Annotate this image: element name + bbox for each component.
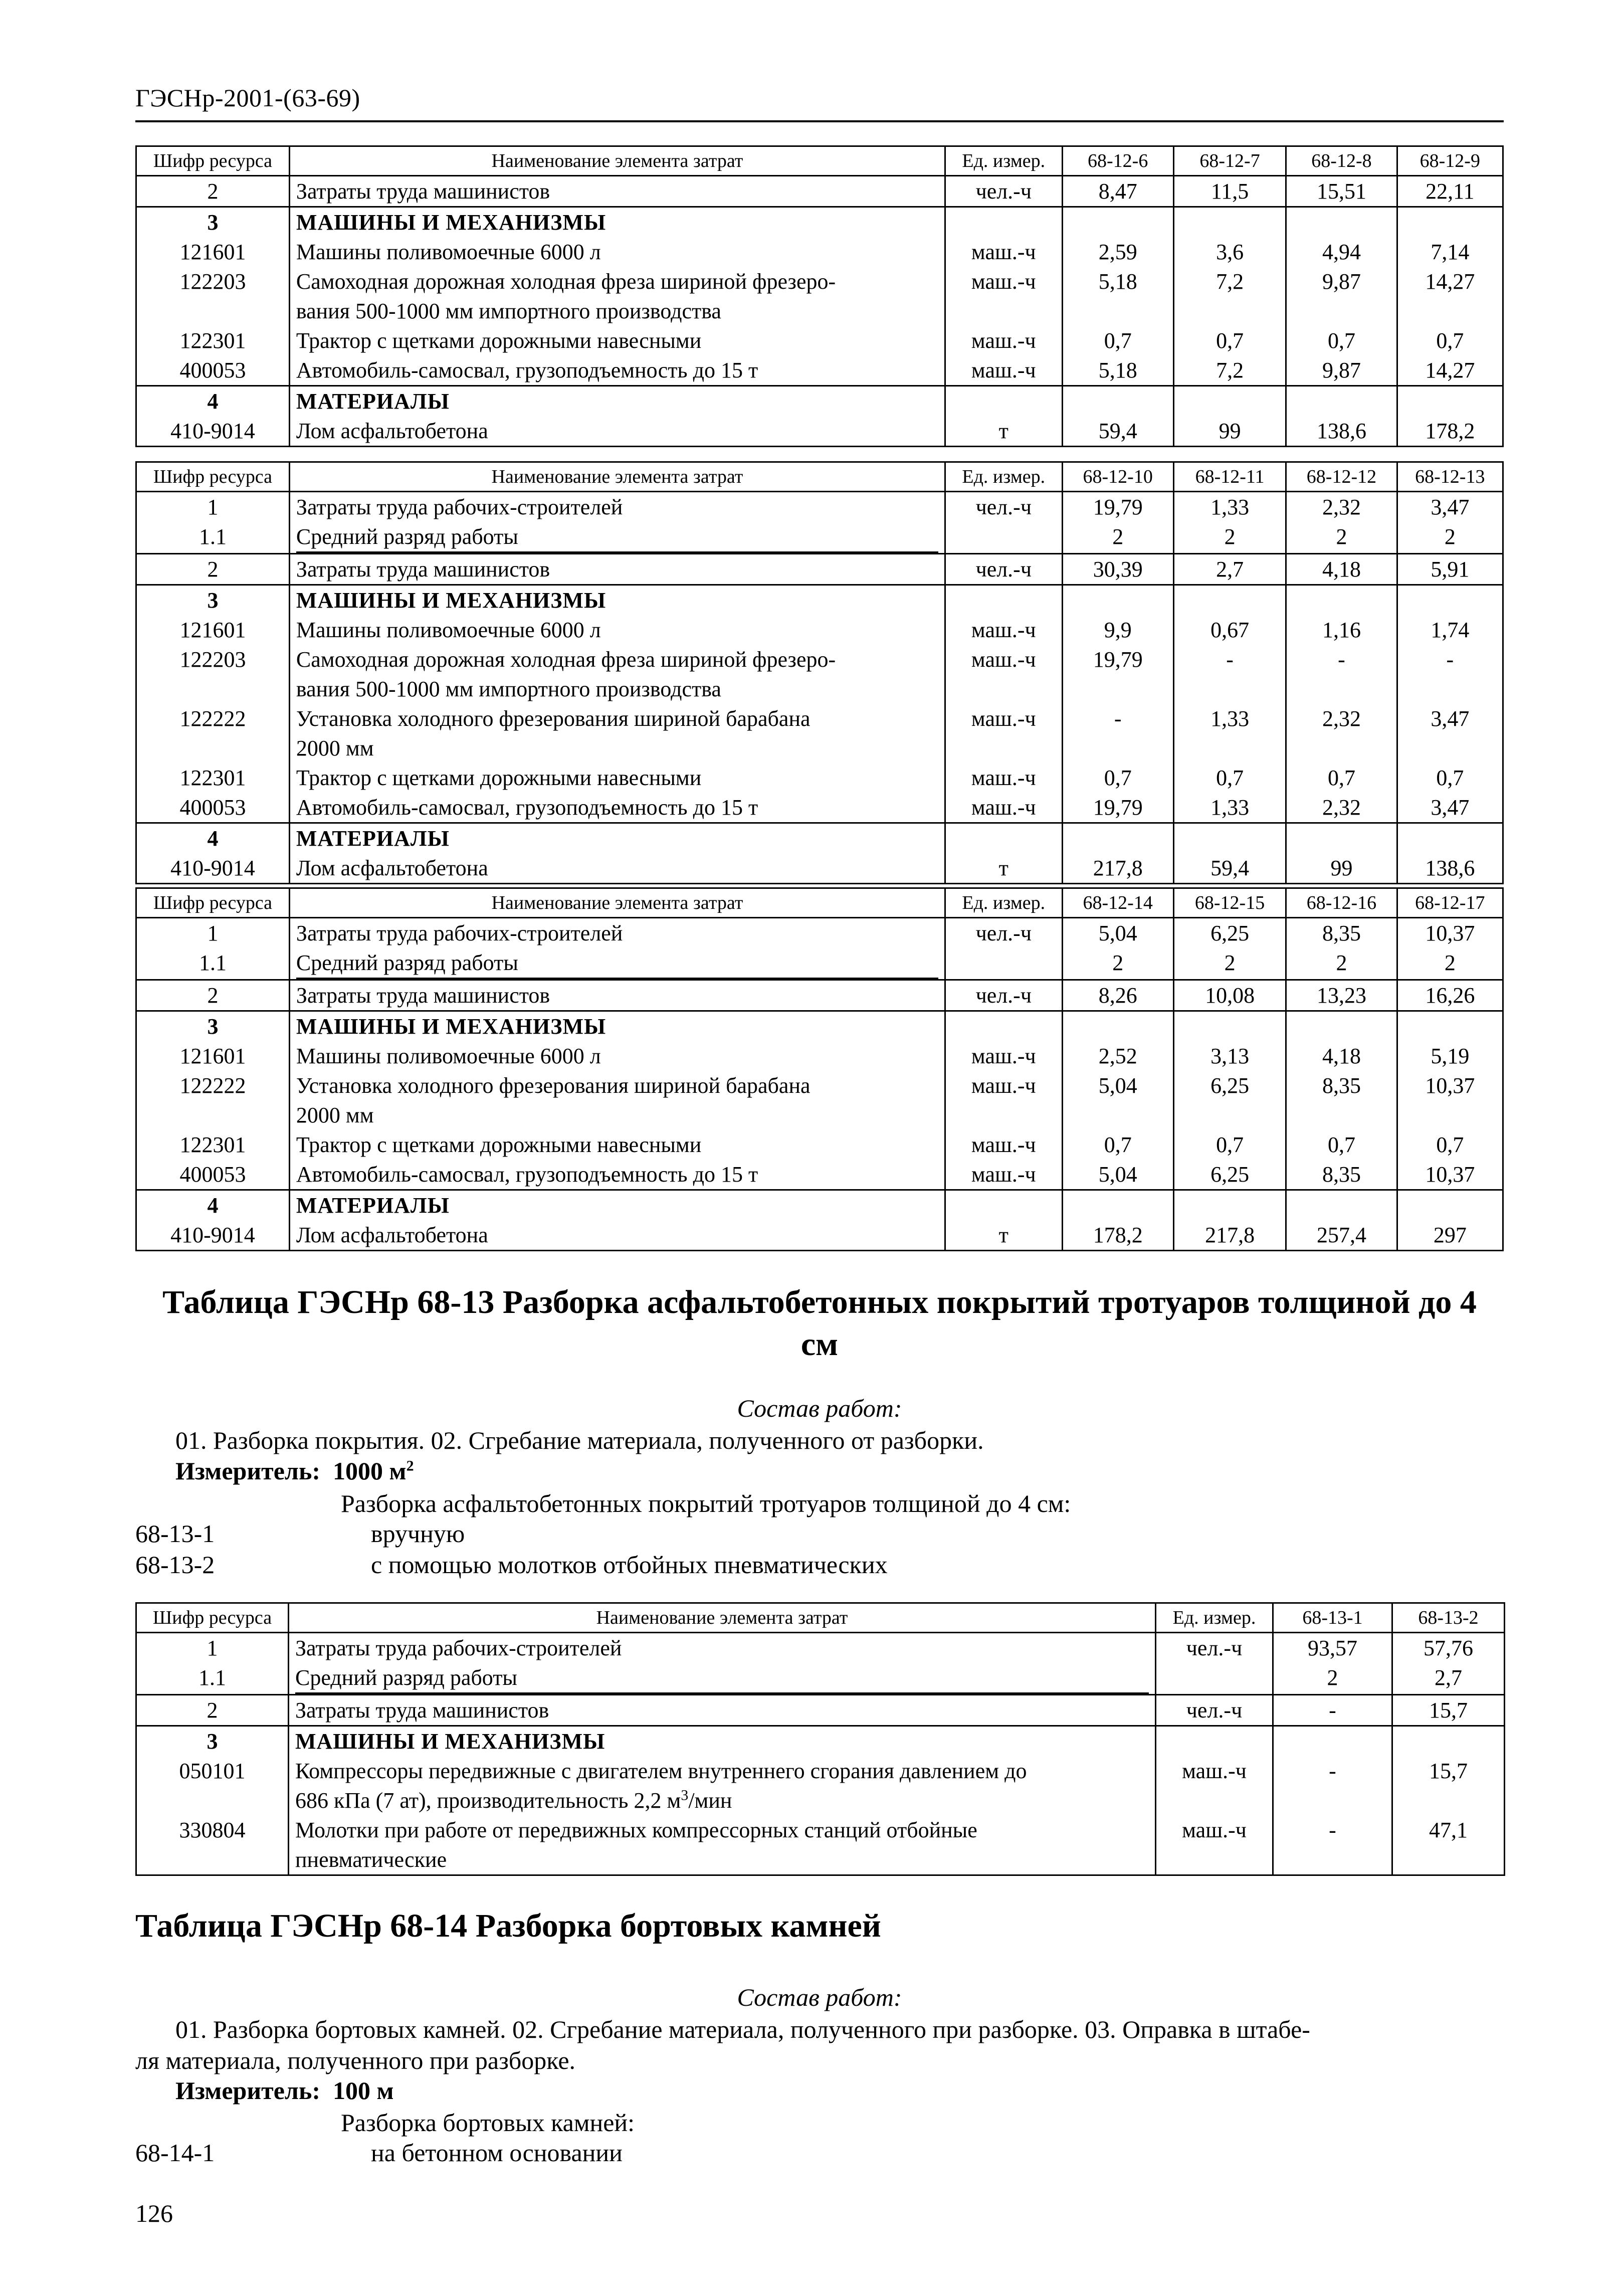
resource-name: Компрессоры передвижные с двигателем внутреннего сгорания давлением до 686 кПа (7 ат), производительность 2,2 $м^3$/мин: [289, 1756, 1156, 1815]
resource-name: Машины поливомоечные 6000 л: [289, 237, 945, 267]
norm-value: 57,76: [1392, 1633, 1505, 1663]
resource-code: 400053: [136, 1160, 290, 1190]
norm-value: 7,14: [1397, 237, 1503, 267]
col-header-code: Шифр ресурса: [136, 888, 290, 918]
table-row: [136, 1041, 1503, 1071]
unit: маш.-ч: [945, 615, 1062, 645]
norm-value: 10,37: [1397, 1160, 1503, 1190]
norm-value: 4,18: [1286, 1041, 1397, 1071]
section-code: 4: [136, 1190, 290, 1221]
resource-code: 1: [136, 492, 290, 522]
unit: маш.-ч: [945, 1041, 1062, 1071]
resource-name: Средний разряд работы: [289, 948, 945, 980]
unit: чел.-ч: [945, 176, 1062, 207]
table-row: [136, 1633, 1505, 1663]
norm-value: 3,13: [1173, 1041, 1286, 1071]
norm-value: 138,6: [1286, 416, 1397, 447]
section-name: МАТЕРИАЛЫ: [289, 823, 945, 854]
norm-intro: Разборка бортовых камней:: [341, 2109, 635, 2137]
norm-value: 0,7: [1173, 326, 1286, 355]
resource-code: 122222: [136, 704, 290, 763]
unit: чел.-ч: [945, 554, 1062, 585]
resource-name: Самоходная дорожная холодная фреза шириной фрезеро- вания 500-1000 мм импортного производства: [289, 267, 945, 326]
norm-value: 14,27: [1397, 267, 1503, 326]
norm-value: 0,7: [1062, 326, 1173, 355]
norm-value: 0,7: [1173, 1130, 1286, 1160]
norm-value: 0,67: [1173, 615, 1286, 645]
resource-code: 410-9014: [136, 853, 290, 884]
norm-value: 1,33: [1173, 704, 1286, 763]
norm-value: 0,7: [1286, 326, 1397, 355]
col-header-code: Шифр ресурса: [136, 1603, 289, 1633]
table-row: [136, 853, 1503, 884]
norm-value: 2,7: [1392, 1663, 1505, 1695]
resource-name: Затраты труда машинистов: [289, 980, 945, 1011]
norm-value: -: [1273, 1695, 1392, 1726]
norm-value: 2: [1286, 948, 1397, 980]
col-header-norm: 68-12-10: [1062, 462, 1173, 492]
resource-code: 400053: [136, 355, 290, 386]
col-header-norm: 68-13-1: [1273, 1603, 1392, 1633]
resource-table-68-12-6-9: [135, 145, 1504, 447]
unit: чел.-ч: [945, 492, 1062, 522]
table-row: [136, 1130, 1503, 1160]
table-row: [136, 704, 1503, 763]
resource-name: Машины поливомоечные 6000 л: [289, 615, 945, 645]
norm-value: 2,32: [1286, 793, 1397, 823]
col-header-norm: 68-12-17: [1397, 888, 1503, 918]
norm-value: -: [1286, 645, 1397, 704]
norm-value: 5,19: [1397, 1041, 1503, 1071]
work-composition-text: 01. Разборка покрытия. 02. Сгребание материала, полученного от разборки.: [175, 1426, 984, 1454]
resource-code: 121601: [136, 237, 290, 267]
norm-value: 15,7: [1392, 1756, 1505, 1815]
norm-value: 2: [1173, 522, 1286, 554]
col-header-norm: 68-12-9: [1397, 146, 1503, 176]
section-code: 3: [136, 207, 290, 238]
norm-value: 4,94: [1286, 237, 1397, 267]
unit: маш.-ч: [945, 763, 1062, 793]
norm-value: 2,52: [1062, 1041, 1173, 1071]
measure-line: Измеритель: 100 м: [175, 2076, 394, 2105]
resource-code: 1.1: [136, 522, 290, 554]
norm-value: 1,33: [1173, 492, 1286, 522]
col-header-unit: Ед. измер.: [945, 888, 1062, 918]
resource-name: Затраты труда рабочих-строителей: [289, 918, 945, 948]
norm-value: 0,7: [1397, 1130, 1503, 1160]
resource-name: Средний разряд работы: [289, 1663, 1156, 1695]
norm-description: вручную: [371, 1519, 465, 1548]
norm-value: 0,7: [1173, 763, 1286, 793]
measure-line: Измеритель: 1000 $м^2$: [175, 1457, 414, 1485]
unit: маш.-ч: [945, 704, 1062, 763]
norm-code: 68-13-1: [135, 1519, 215, 1548]
resource-table-68-12-14-17: [135, 887, 1504, 1251]
norm-value: 7,2: [1173, 267, 1286, 326]
norm-value: 11,5: [1173, 176, 1286, 207]
norm-value: 1,33: [1173, 793, 1286, 823]
resource-code: 121601: [136, 615, 290, 645]
table-row: [136, 416, 1503, 447]
unit: маш.-ч: [945, 355, 1062, 386]
table-row: [136, 948, 1503, 980]
resource-code: 1: [136, 1633, 289, 1663]
norm-value: 2,59: [1062, 237, 1173, 267]
norm-value: 178,2: [1397, 416, 1503, 447]
norm-value: 2: [1273, 1663, 1392, 1695]
norm-intro: Разборка асфальтобетонных покрытий тротуаров толщиной до 4 см:: [341, 1489, 1071, 1517]
table-row: [136, 267, 1503, 326]
norm-value: 1,74: [1397, 615, 1503, 645]
table-row: [136, 554, 1503, 585]
col-header-name: Наименование элемента затрат: [289, 1603, 1156, 1633]
resource-code: 122222: [136, 1071, 290, 1130]
col-header-norm: 68-12-13: [1397, 462, 1503, 492]
resource-name: Машины поливомоечные 6000 л: [289, 1041, 945, 1071]
resource-code: 121601: [136, 1041, 290, 1071]
resource-name: Трактор с щетками дорожными навесными: [289, 326, 945, 355]
norm-value: 15,7: [1392, 1695, 1505, 1726]
unit: [1156, 1663, 1273, 1695]
unit: [945, 522, 1062, 554]
table-row: [136, 793, 1503, 823]
table-row: [136, 1011, 1503, 1042]
norm-value: 10,37: [1397, 1071, 1503, 1130]
norm-value: 8,26: [1062, 980, 1173, 1011]
resource-code: 410-9014: [136, 416, 290, 447]
table-row: [136, 1756, 1505, 1815]
document-code: ГЭСНр-2001-(63-69): [135, 84, 360, 112]
norm-value: 2,7: [1173, 554, 1286, 585]
norm-value: -: [1273, 1815, 1392, 1875]
unit: маш.-ч: [945, 267, 1062, 326]
col-header-norm: 68-12-14: [1062, 888, 1173, 918]
resource-code: 2: [136, 980, 290, 1011]
norm-value: 2,32: [1286, 704, 1397, 763]
resource-name: Молотки при работе от передвижных компрессорных станций отбойные пневматические: [289, 1815, 1156, 1875]
resource-name: Лом асфальтобетона: [289, 853, 945, 884]
resource-table-68-13: [135, 1602, 1505, 1876]
unit: маш.-ч: [945, 1160, 1062, 1190]
norm-value: 0,7: [1062, 763, 1173, 793]
norm-value: 19,79: [1062, 492, 1173, 522]
norm-value: 2,32: [1286, 492, 1397, 522]
resource-code: 122203: [136, 645, 290, 704]
resource-code: 2: [136, 176, 290, 207]
col-header-norm: 68-13-2: [1392, 1603, 1505, 1633]
unit: [945, 948, 1062, 980]
norm-value: 6,25: [1173, 918, 1286, 948]
col-header-unit: Ед. измер.: [1156, 1603, 1273, 1633]
work-composition-text: ля материала, полученного при разборке.: [135, 2046, 576, 2074]
table-row: [136, 645, 1503, 704]
resource-name: Лом асфальтобетона: [289, 1220, 945, 1251]
norm-value: 1,16: [1286, 615, 1397, 645]
unit: маш.-ч: [945, 1130, 1062, 1160]
norm-value: 2: [1173, 948, 1286, 980]
norm-value: 9,87: [1286, 267, 1397, 326]
norm-value: 10,08: [1173, 980, 1286, 1011]
resource-code: 1: [136, 918, 290, 948]
section-code: 3: [136, 585, 290, 616]
resource-name: Автомобиль-самосвал, грузоподъемность до 15 т: [289, 355, 945, 386]
col-header-name: Наименование элемента затрат: [289, 462, 945, 492]
norm-value: 5,91: [1397, 554, 1503, 585]
resource-code: 2: [136, 1695, 289, 1726]
table-row: [136, 1815, 1505, 1875]
resource-table-68-12-10-13: [135, 461, 1504, 884]
norm-value: -: [1062, 704, 1173, 763]
resource-name: Трактор с щетками дорожными навесными: [289, 1130, 945, 1160]
resource-name: Затраты труда машинистов: [289, 1695, 1156, 1726]
norm-value: -: [1273, 1756, 1392, 1815]
norm-value: 9,87: [1286, 355, 1397, 386]
col-header-norm: 68-12-8: [1286, 146, 1397, 176]
resource-code: 1.1: [136, 948, 290, 980]
norm-value: 0,7: [1397, 763, 1503, 793]
section-title-68-14: Таблица ГЭСНр 68-14 Разборка бортовых камней: [135, 1908, 881, 1944]
table-row: [136, 326, 1503, 355]
table-row: [136, 237, 1503, 267]
resource-name: Затраты труда рабочих-строителей: [289, 492, 945, 522]
norm-value: 0,7: [1062, 1130, 1173, 1160]
norm-value: 6,25: [1173, 1160, 1286, 1190]
table-row: [136, 615, 1503, 645]
resource-name: Самоходная дорожная холодная фреза шириной фрезеро- вания 500-1000 мм импортного производства: [289, 645, 945, 704]
unit: маш.-ч: [945, 326, 1062, 355]
section-code: 3: [136, 1726, 289, 1757]
norm-code: 68-13-2: [135, 1551, 215, 1579]
resource-code: 122301: [136, 763, 290, 793]
resource-name: Установка холодного фрезерования шириной барабана 2000 мм: [289, 704, 945, 763]
norm-value: 4,18: [1286, 554, 1397, 585]
section-code: 4: [136, 823, 290, 854]
header-rule: [135, 120, 1504, 122]
norm-value: 2: [1397, 522, 1503, 554]
norm-value: -: [1397, 645, 1503, 704]
section-code: 4: [136, 386, 290, 417]
norm-value: 138,6: [1397, 853, 1503, 884]
norm-value: 0,7: [1286, 763, 1397, 793]
norm-value: 22,11: [1397, 176, 1503, 207]
resource-name: Лом асфальтобетона: [289, 416, 945, 447]
table-row: [136, 763, 1503, 793]
norm-value: 3,47: [1397, 492, 1503, 522]
table-row: [136, 355, 1503, 386]
unit: т: [945, 1220, 1062, 1251]
norm-value: 30,39: [1062, 554, 1173, 585]
resource-name: Автомобиль-самосвал, грузоподъемность до 15 т: [289, 793, 945, 823]
section-code: 3: [136, 1011, 290, 1042]
table-row: [136, 1071, 1503, 1130]
table-row: [136, 1663, 1505, 1695]
work-composition-text: 01. Разборка бортовых камней. 02. Сгребание материала, полученного при разборке. 03. Оправка в штабе-: [175, 2015, 1310, 2043]
norm-value: 47,1: [1392, 1815, 1505, 1875]
table-row: [136, 918, 1503, 948]
norm-value: 5,04: [1062, 1160, 1173, 1190]
norm-value: 5,04: [1062, 918, 1173, 948]
resource-code: 410-9014: [136, 1220, 290, 1251]
col-header-name: Наименование элемента затрат: [289, 888, 945, 918]
norm-value: -: [1173, 645, 1286, 704]
section-name: МАШИНЫ И МЕХАНИЗМЫ: [289, 1011, 945, 1042]
norm-value: 0,7: [1397, 326, 1503, 355]
section-name: МАТЕРИАЛЫ: [289, 386, 945, 417]
norm-value: 2: [1062, 948, 1173, 980]
unit: маш.-ч: [945, 793, 1062, 823]
norm-value: 15,51: [1286, 176, 1397, 207]
col-header-norm: 68-12-12: [1286, 462, 1397, 492]
norm-value: 13,23: [1286, 980, 1397, 1011]
norm-value: 59,4: [1173, 853, 1286, 884]
norm-value: 257,4: [1286, 1220, 1397, 1251]
resource-code: 2: [136, 554, 290, 585]
unit: маш.-ч: [945, 1071, 1062, 1130]
norm-value: 217,8: [1173, 1220, 1286, 1251]
page-number: 126: [135, 2199, 173, 2227]
col-header-norm: 68-12-16: [1286, 888, 1397, 918]
table-row: [136, 492, 1503, 522]
col-header-code: Шифр ресурса: [136, 146, 290, 176]
table-row: [136, 522, 1503, 554]
col-header-norm: 68-12-11: [1173, 462, 1286, 492]
norm-code: 68-14-1: [135, 2139, 215, 2167]
unit: маш.-ч: [1156, 1815, 1273, 1875]
section-title-68-13: Таблица ГЭСНр 68-13 Разборка асфальтобетонных покрытий тротуаров толщиной до 4 см: [162, 1284, 1477, 1363]
section-name: МАШИНЫ И МЕХАНИЗМЫ: [289, 1726, 1156, 1757]
unit: маш.-ч: [945, 237, 1062, 267]
resource-name: Затраты труда машинистов: [289, 554, 945, 585]
resource-name: Затраты труда рабочих-строителей: [289, 1633, 1156, 1663]
table-row: [136, 1190, 1503, 1221]
section-name: МАШИНЫ И МЕХАНИЗМЫ: [289, 585, 945, 616]
col-header-unit: Ед. измер.: [945, 146, 1062, 176]
norm-value: 297: [1397, 1220, 1503, 1251]
table-row: [136, 980, 1503, 1011]
unit: маш.-ч: [945, 645, 1062, 704]
section-name: МАШИНЫ И МЕХАНИЗМЫ: [289, 207, 945, 238]
resource-name: Средний разряд работы: [289, 522, 945, 554]
norm-value: 9,9: [1062, 615, 1173, 645]
resource-name: Трактор с щетками дорожными навесными: [289, 763, 945, 793]
norm-value: 16,26: [1397, 980, 1503, 1011]
resource-name: Установка холодного фрезерования шириной барабана 2000 мм: [289, 1071, 945, 1130]
work-composition-label: Состав работ:: [737, 1394, 902, 1422]
resource-code: 1.1: [136, 1663, 289, 1695]
table-row: [136, 176, 1503, 207]
norm-value: 3,6: [1173, 237, 1286, 267]
norm-value: 8,35: [1286, 1160, 1397, 1190]
table-row: [136, 1220, 1503, 1251]
norm-value: 8,47: [1062, 176, 1173, 207]
resource-code: 330804: [136, 1815, 289, 1875]
norm-value: 10,37: [1397, 918, 1503, 948]
unit: маш.-ч: [1156, 1756, 1273, 1815]
col-header-norm: 68-12-6: [1062, 146, 1173, 176]
table-row: [136, 585, 1503, 616]
table-row: [136, 1160, 1503, 1190]
norm-value: 0,7: [1286, 1130, 1397, 1160]
resource-code: 122301: [136, 1130, 290, 1160]
section-name: МАТЕРИАЛЫ: [289, 1190, 945, 1221]
table-row: [136, 1695, 1505, 1726]
norm-value: 5,04: [1062, 1071, 1173, 1130]
norm-value: 2: [1062, 522, 1173, 554]
norm-value: 99: [1286, 853, 1397, 884]
norm-value: 19,79: [1062, 645, 1173, 704]
norm-value: 6,25: [1173, 1071, 1286, 1130]
unit: чел.-ч: [945, 980, 1062, 1011]
norm-value: 178,2: [1062, 1220, 1173, 1251]
resource-name: Затраты труда машинистов: [289, 176, 945, 207]
table-row: [136, 1726, 1505, 1757]
unit: т: [945, 416, 1062, 447]
table-row: [136, 207, 1503, 238]
norm-value: 93,57: [1273, 1633, 1392, 1663]
norm-description: на бетонном основании: [371, 2139, 623, 2167]
resource-code: 122203: [136, 267, 290, 326]
unit: чел.-ч: [945, 918, 1062, 948]
norm-value: 19,79: [1062, 793, 1173, 823]
norm-value: 2: [1286, 522, 1397, 554]
norm-value: 8,35: [1286, 1071, 1397, 1130]
col-header-unit: Ед. измер.: [945, 462, 1062, 492]
work-composition-label: Состав работ:: [737, 1983, 902, 2011]
norm-value: 14,27: [1397, 355, 1503, 386]
resource-code: 050101: [136, 1756, 289, 1815]
norm-value: 99: [1173, 416, 1286, 447]
norm-description: с помощью молотков отбойных пневматических: [371, 1551, 888, 1579]
norm-value: 5,18: [1062, 355, 1173, 386]
unit: чел.-ч: [1156, 1695, 1273, 1726]
unit: чел.-ч: [1156, 1633, 1273, 1663]
resource-name: Автомобиль-самосвал, грузоподъемность до 15 т: [289, 1160, 945, 1190]
norm-value: 2: [1397, 948, 1503, 980]
unit: т: [945, 853, 1062, 884]
col-header-norm: 68-12-7: [1173, 146, 1286, 176]
col-header-code: Шифр ресурса: [136, 462, 290, 492]
col-header-norm: 68-12-15: [1173, 888, 1286, 918]
table-row: [136, 823, 1503, 854]
norm-value: 217,8: [1062, 853, 1173, 884]
norm-value: 59,4: [1062, 416, 1173, 447]
resource-code: 122301: [136, 326, 290, 355]
col-header-name: Наименование элемента затрат: [289, 146, 945, 176]
resource-code: 400053: [136, 793, 290, 823]
norm-value: 8,35: [1286, 918, 1397, 948]
table-row: [136, 386, 1503, 417]
norm-value: 5,18: [1062, 267, 1173, 326]
norm-value: 3,47: [1397, 793, 1503, 823]
norm-value: 7,2: [1173, 355, 1286, 386]
norm-value: 3,47: [1397, 704, 1503, 763]
